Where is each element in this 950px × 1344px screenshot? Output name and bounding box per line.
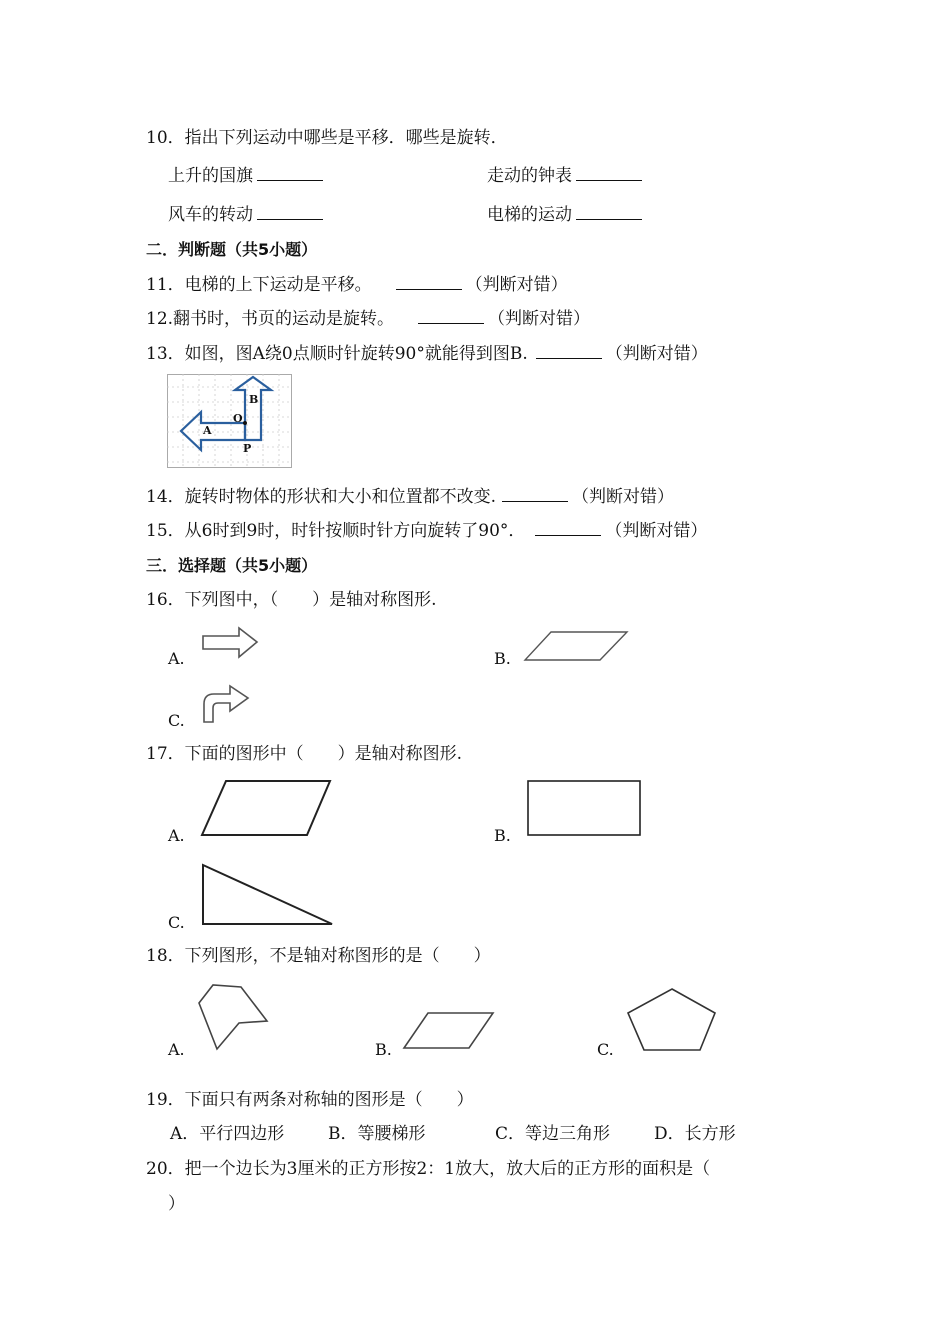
label-a: A (203, 424, 212, 437)
label-b: B (249, 393, 259, 406)
option-c[interactable]: C. (168, 913, 185, 932)
option-d[interactable]: D．长方形 (654, 1124, 736, 1144)
q20-stem-cont: ） (168, 1194, 185, 1214)
answer-blank[interactable] (396, 273, 462, 290)
answer-blank[interactable] (418, 307, 484, 324)
bent-arrow-shape (200, 682, 252, 724)
answer-blank[interactable] (576, 203, 642, 220)
option-a[interactable]: A. (168, 649, 185, 668)
label-o: O (233, 412, 243, 425)
q19-stem: 19．下面只有两条对称轴的图形是（ ） (146, 1090, 474, 1110)
parallelogram-shape (402, 1011, 496, 1051)
q10-item-windmill: 风车的转动 (168, 203, 327, 226)
answer-blank[interactable] (502, 485, 568, 502)
option-b[interactable]: B. (375, 1040, 392, 1059)
q10-item-flag: 上升的国旗 (168, 164, 327, 187)
q13: 13．如图，图A绕0点顺时针旋转90°就能得到图B. （判断对错） (146, 344, 708, 364)
q14: 14．旋转时物体的形状和大小和位置都不改变. （判断对错） (146, 487, 675, 507)
option-b[interactable]: B. (494, 826, 511, 845)
right-triangle-shape (200, 863, 336, 927)
answer-blank[interactable] (257, 203, 323, 220)
q20-stem: 20．把一个边长为3厘米的正方形按2：1放大，放大后的正方形的面积是（ (146, 1159, 711, 1179)
parallelogram-shape (523, 630, 631, 662)
right-arrow-shape (201, 626, 261, 660)
parallelogram-shape (200, 779, 334, 839)
option-a[interactable]: A. (168, 826, 185, 845)
section-title: 二．判断题（共5小题） (146, 240, 318, 259)
q10-stem: 10．指出下列运动中哪些是平移．哪些是旋转． (146, 128, 508, 148)
q18-stem: 18．下列图形，不是轴对称图形的是（ ） (146, 946, 491, 966)
q16-stem: 16．下列图中，（ ）是轴对称图形. (146, 590, 437, 610)
pentagon-shape (625, 987, 719, 1053)
option-c[interactable]: C．等边三角形 (495, 1124, 611, 1144)
answer-blank[interactable] (576, 164, 642, 181)
label-p: P (243, 442, 252, 455)
option-b[interactable]: B．等腰梯形 (328, 1124, 426, 1144)
answer-blank[interactable] (535, 519, 601, 536)
irregular-polygon-shape (195, 983, 271, 1053)
option-a[interactable]: A．平行四边形 (170, 1124, 285, 1144)
q10-item-elevator: 电梯的运动 (487, 203, 646, 226)
q12: 12.翻书时，书页的运动是旋转。 （判断对错） (146, 309, 591, 329)
section-title: 三．选择题（共5小题） (146, 556, 318, 575)
answer-blank[interactable] (536, 342, 602, 359)
option-c[interactable]: C. (168, 711, 185, 730)
q15: 15．从6时到9时，时针按顺时针方向旋转了90°． （判断对错） (146, 521, 708, 541)
option-a[interactable]: A. (168, 1040, 185, 1059)
rectangle-shape (526, 779, 644, 839)
option-b[interactable]: B. (494, 649, 511, 668)
option-c[interactable]: C. (597, 1040, 614, 1059)
answer-blank[interactable] (257, 164, 323, 181)
q11: 11．电梯的上下运动是平移。 （判断对错） (146, 275, 568, 295)
q13-figure (167, 374, 292, 468)
q17-stem: 17．下面的图形中（ ）是轴对称图形. (146, 744, 463, 764)
q10-item-clock: 走动的钟表 (487, 164, 646, 187)
